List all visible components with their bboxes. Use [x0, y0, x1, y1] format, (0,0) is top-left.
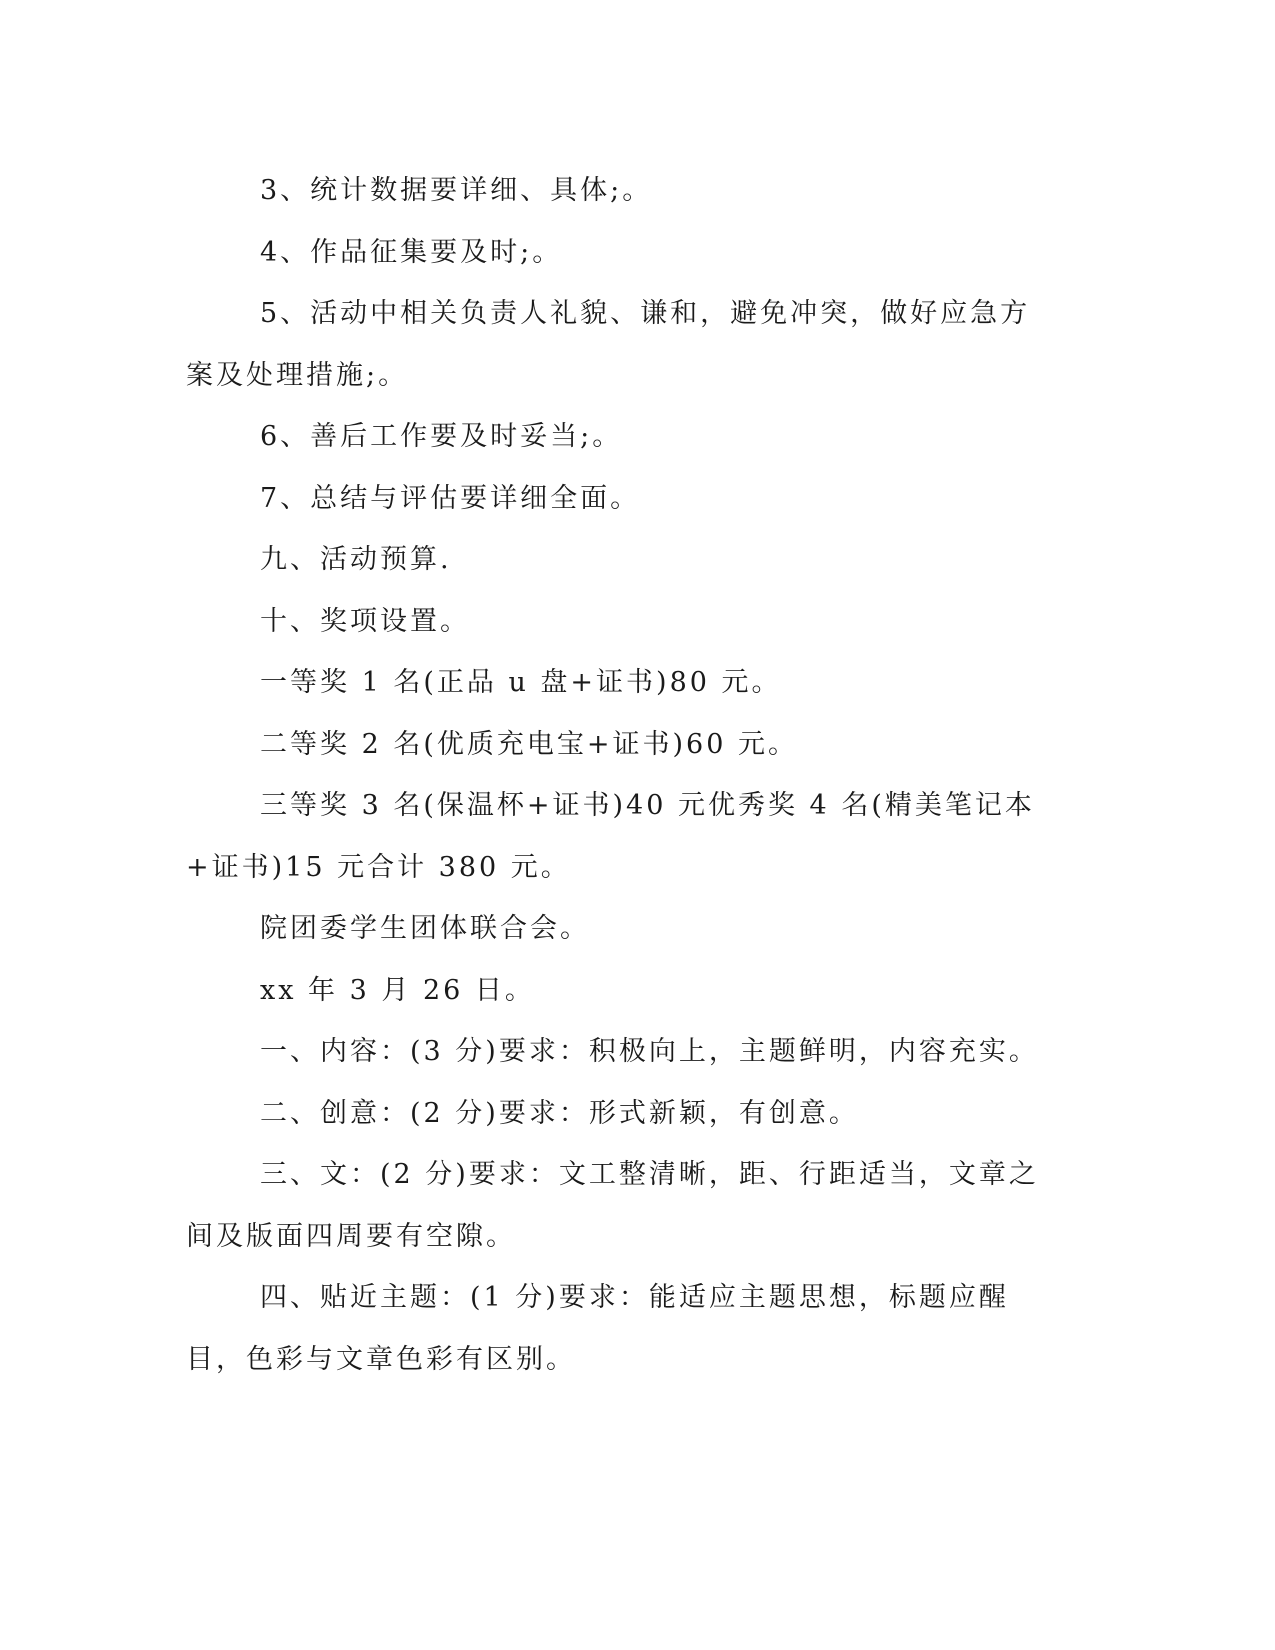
award-third-and-merit: 三等奖 3 名(保温杯+证书)40 元优秀奖 4 名(精美笔记本+证书)15 元合计 380 元。 — [186, 790, 1035, 883]
organizer-signature: 院团委学生团体联合会。 — [260, 913, 590, 944]
list-item-summary: 7、总结与评估要详细全面。 — [260, 482, 641, 514]
section-heading-budget: 九、活动预算. — [260, 544, 452, 575]
list-item-aftermath: 6、善后工作要及时妥当;。 — [260, 421, 623, 452]
list-item-conduct: 5、活动中相关负责人礼貌、谦和，避免冲突，做好应急方案及处理措施;。 — [186, 298, 1031, 391]
section-heading-awards: 十、奖项设置。 — [260, 605, 470, 637]
criteria-content: 一、内容：(3 分)要求：积极向上，主题鲜明，内容充实。 — [260, 1036, 1039, 1067]
award-second-prize: 二等奖 2 名(优质充电宝+证书)60 元。 — [260, 728, 798, 760]
list-item-collection: 4、作品征集要及时;。 — [260, 236, 563, 268]
document-body — [186, 160, 1056, 1390]
document-date: xx 年 3 月 26 日。 — [260, 974, 535, 1006]
criteria-text: 三、文：(2 分)要求：文工整清晰，距、行距适当，文章之间及版面四周要有空隙。 — [186, 1159, 1039, 1252]
criteria-theme: 四、贴近主题：(1 分)要求：能适应主题思想，标题应醒目，色彩与文章色彩有区别。 — [186, 1282, 1009, 1375]
award-first-prize: 一等奖 1 名(正品 u 盘+证书)80 元。 — [260, 667, 782, 698]
list-item-statistics: 3、统计数据要详细、具体;。 — [260, 175, 653, 206]
criteria-creativity: 二、创意：(2 分)要求：形式新颖，有创意。 — [260, 1097, 859, 1129]
